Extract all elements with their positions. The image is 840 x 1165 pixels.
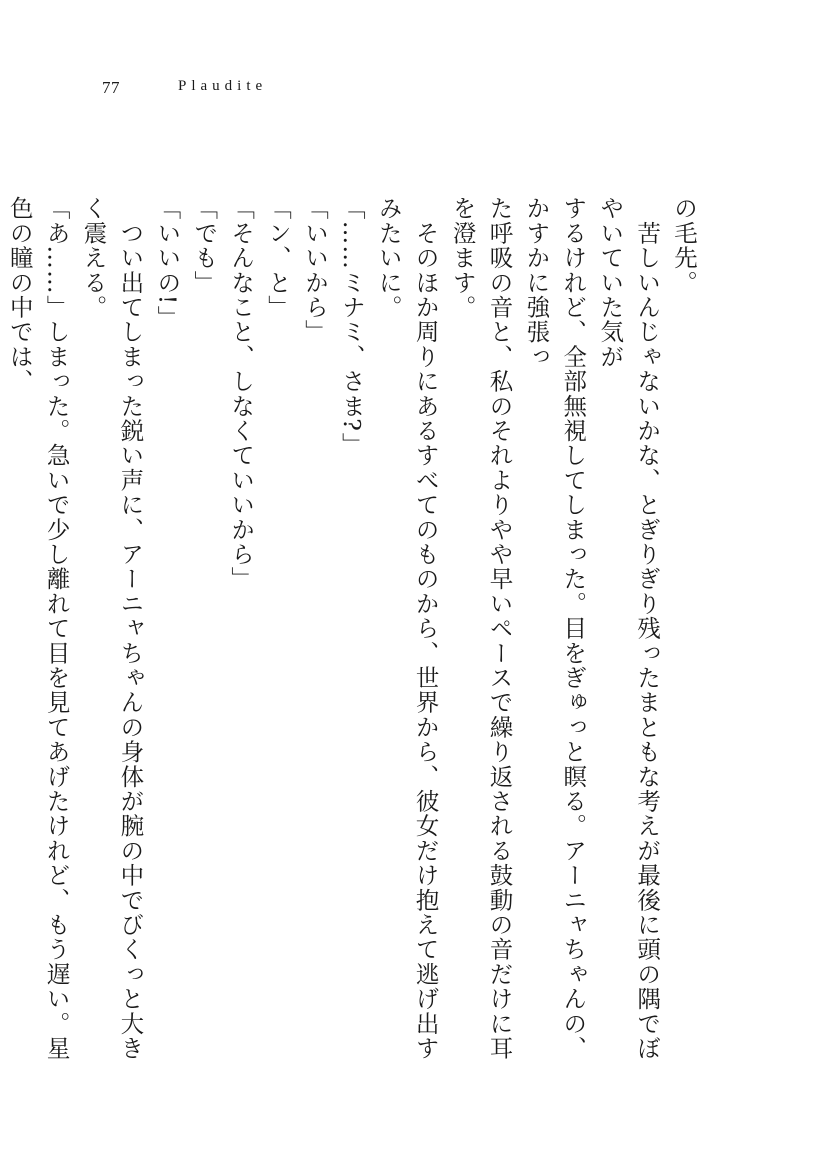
text-line: 「そんなこと、しなくていいから」 — [227, 196, 256, 592]
text-line: 「でも」 — [190, 196, 219, 295]
text-line: 「あ……」しまった。急いで少し離れて目を見てあげたけれど、もう遅い。星色の瞳の中では、 — [5, 196, 71, 1061]
body-text — [0, 196, 702, 1076]
text-line: 「ン、と」 — [264, 196, 293, 320]
text-line: するけれど、全部無視してしまった。目をぎゅっと瞑る。アーニャちゃんの、かすかに強張っ — [522, 196, 588, 1061]
text-line: 「いいの!」 — [153, 196, 182, 331]
text-line: の毛先。 — [670, 196, 698, 295]
text-line: そのほか周りにあるすべてのものから、世界から、彼女だけ抱えて逃げ出すみたいに。 — [374, 196, 440, 1061]
text-line: つい出てしまった鋭い声に、アーニャちゃんの身体が腕の中でびくっと大きく震える。 — [79, 196, 145, 1061]
text-line: た呼吸の音と、私のそれよりやや早いペースで繰り返される鼓動の音だけに耳を澄ます。 — [448, 196, 514, 1061]
page-number: 77 — [102, 78, 120, 97]
running-title: Plaudite — [178, 78, 268, 94]
text-line — [0, 196, 1, 1076]
text-line: 「……ミナミ、さま?」 — [337, 196, 366, 457]
text-line: 苦しいんじゃないかな、とぎりぎり残ったまともな考えが最後に頭の隅でぼやいていた気が — [596, 196, 662, 1061]
text-line: 「いいから」 — [300, 196, 329, 345]
